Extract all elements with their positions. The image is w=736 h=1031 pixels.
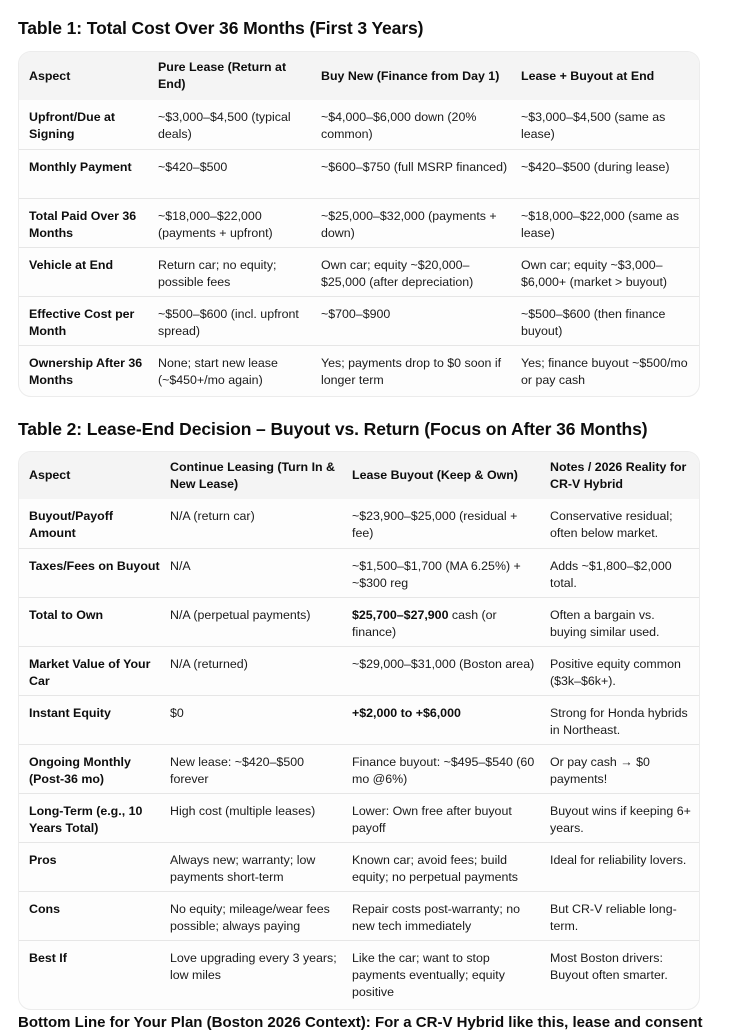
table-cell: ~$600–$750 (full MSRP financed) xyxy=(321,149,521,198)
table1-header-row xyxy=(19,52,699,100)
instant-equity-amount: +$2,000 to +$6,000 xyxy=(352,705,461,720)
table-cell: Or pay cash → $0 payments! xyxy=(550,744,699,793)
table-cell: ~$1,500–$1,700 (MA 6.25%) + ~$300 reg xyxy=(352,548,550,597)
table-row xyxy=(19,744,699,793)
row-label: Pros xyxy=(19,842,170,891)
table-row xyxy=(19,499,699,548)
row-label: Cons xyxy=(19,891,170,940)
table-cell: ~$420–$500 (during lease) xyxy=(521,149,699,198)
row-label: Best If xyxy=(29,950,67,965)
table-row xyxy=(19,646,699,695)
table-cell: ~$4,000–$6,000 down (20% common) xyxy=(321,100,521,149)
table2-title: Table 2: Lease-End Decision – Buyout vs. Return (Focus on After 36 Months) xyxy=(18,419,648,439)
table-cell: High cost (multiple leases) xyxy=(170,793,352,842)
table-cell: N/A xyxy=(170,548,352,597)
total-to-own-note: cash (or finance) xyxy=(352,607,497,639)
table1-container xyxy=(18,51,700,397)
table2-header-row xyxy=(19,452,699,499)
table-row xyxy=(19,198,699,247)
table-cell: Yes; payments drop to $0 soon if longer term xyxy=(321,355,502,387)
row-label: Upfront/Due at Signing xyxy=(19,100,158,149)
row-label: Market Value of Your Car xyxy=(19,646,170,695)
table-cell: $0 xyxy=(170,695,352,744)
table-cell: N/A (perpetual payments) xyxy=(170,597,352,646)
table-row xyxy=(19,695,699,744)
table-row xyxy=(19,548,699,597)
table2-header-notes: Notes / 2026 Reality for CR-V Hybrid xyxy=(550,459,687,491)
table1-header-pure-lease: Pure Lease (Return at End) xyxy=(158,60,287,91)
table-cell: ~$29,000–$31,000 (Boston area) xyxy=(352,646,550,695)
table-cell: Always new; warranty; low payments short-term xyxy=(170,842,352,891)
table1-header-aspect: Aspect xyxy=(29,68,71,83)
row-label: Ongoing Monthly (Post-36 mo) xyxy=(19,744,170,793)
table-row xyxy=(19,296,699,345)
table2-header-aspect: Aspect xyxy=(29,468,71,482)
table-cell: No equity; mileage/wear fees possible; always paying xyxy=(170,891,352,940)
table-cell: Strong for Honda hybrids in Northeast. xyxy=(550,695,699,744)
row-label: Buyout/Payoff Amount xyxy=(19,499,170,548)
table-cell: Often a bargain vs. buying similar used. xyxy=(550,597,699,646)
table-row xyxy=(19,100,699,149)
table2-header-continue-leasing: Continue Leasing (Turn In & New Lease) xyxy=(170,459,335,491)
row-label: Long-Term (e.g., 10 Years Total) xyxy=(19,793,170,842)
table2 xyxy=(19,452,699,1005)
table-cell: Love upgrading every 3 years; low miles xyxy=(170,950,337,982)
table1-title: Table 1: Total Cost Over 36 Months (First 3 Years) xyxy=(18,18,424,38)
table-cell: Conservative residual; often below market. xyxy=(550,499,699,548)
table-row xyxy=(19,793,699,842)
table1 xyxy=(19,52,699,394)
table-cell: Lower: Own free after buyout payoff xyxy=(352,793,550,842)
row-label: Taxes/Fees on Buyout xyxy=(19,548,170,597)
table-row xyxy=(19,597,699,646)
total-to-own-amount: $25,700–$27,900 xyxy=(352,607,449,622)
row-label: Instant Equity xyxy=(19,695,170,744)
row-label: Total to Own xyxy=(19,597,170,646)
table2-header-lease-buyout: Lease Buyout (Keep & Own) xyxy=(352,468,518,482)
table1-header-lease-buyout: Lease + Buyout at End xyxy=(521,68,655,83)
table-cell: ~$18,000–$22,000 (same as lease) xyxy=(521,198,699,247)
table-cell: Positive equity common ($3k–$6k+). xyxy=(550,646,699,695)
row-label: Ownership After 36 Months xyxy=(29,355,143,387)
table-cell: Yes; finance buyout ~$500/mo or pay cash xyxy=(521,355,688,387)
table-cell: Known car; avoid fees; build equity; no perpetual payments xyxy=(352,842,550,891)
table-cell: Own car; equity ~$3,000–$6,000+ (market > buyout) xyxy=(521,247,699,296)
table-cell: Like the car; want to stop payments eventually; equity positive xyxy=(352,950,505,999)
table-row xyxy=(19,842,699,891)
row-label: Effective Cost per Month xyxy=(19,296,158,345)
row-label: Total Paid Over 36 Months xyxy=(19,198,158,247)
table2-container xyxy=(18,451,700,1010)
table-cell: ~$500–$600 (then finance buyout) xyxy=(521,296,699,345)
table-cell: ~$23,900–$25,000 (residual + fee) xyxy=(352,499,550,548)
table-cell: ~$700–$900 xyxy=(321,296,521,345)
table-cell: New lease: ~$420–$500 forever xyxy=(170,744,352,793)
table-cell: Buyout wins if keeping 6+ years. xyxy=(550,793,699,842)
table-cell: Most Boston drivers: Buyout often smarter. xyxy=(550,950,668,982)
table-row xyxy=(19,149,699,198)
table-row xyxy=(19,247,699,296)
table-cell: ~$420–$500 xyxy=(158,149,321,198)
table-cell: But CR-V reliable long-term. xyxy=(550,891,699,940)
table-cell: Ideal for reliability lovers. xyxy=(550,842,699,891)
table-cell: Repair costs post-warranty; no new tech immediately xyxy=(352,891,550,940)
table1-header-buy-new: Buy New (Finance from Day 1) xyxy=(321,68,500,83)
row-label: Vehicle at End xyxy=(19,247,158,296)
table-row xyxy=(19,345,699,394)
row-label: Monthly Payment xyxy=(19,149,158,198)
table-cell: N/A (returned) xyxy=(170,646,352,695)
table-cell: ~$18,000–$22,000 (payments + upfront) xyxy=(158,198,321,247)
table-cell: Finance buyout: ~$495–$540 (60 mo @6%) xyxy=(352,744,550,793)
table-cell: Own car; equity ~$20,000–$25,000 (after depreciation) xyxy=(321,247,521,296)
table-cell: Adds ~$1,800–$2,000 total. xyxy=(550,548,699,597)
table-cell: Return car; no equity; possible fees xyxy=(158,247,321,296)
table-cell: ~$25,000–$32,000 (payments + down) xyxy=(321,198,521,247)
table-cell: None; start new lease (~$450+/mo again) xyxy=(158,355,278,387)
table-row xyxy=(19,891,699,940)
table-cell: ~$500–$600 (incl. upfront spread) xyxy=(158,296,321,345)
table-cell xyxy=(352,597,550,646)
bottom-line-heading: Bottom Line for Your Plan (Boston 2026 Context): For a CR-V Hybrid like this, lease and consent xyxy=(18,1014,703,1031)
table-cell: N/A (return car) xyxy=(170,499,352,548)
table-cell: ~$3,000–$4,500 (typical deals) xyxy=(158,100,321,149)
table-row xyxy=(19,940,699,1005)
table-cell: ~$3,000–$4,500 (same as lease) xyxy=(521,100,699,149)
table-cell xyxy=(352,695,550,744)
